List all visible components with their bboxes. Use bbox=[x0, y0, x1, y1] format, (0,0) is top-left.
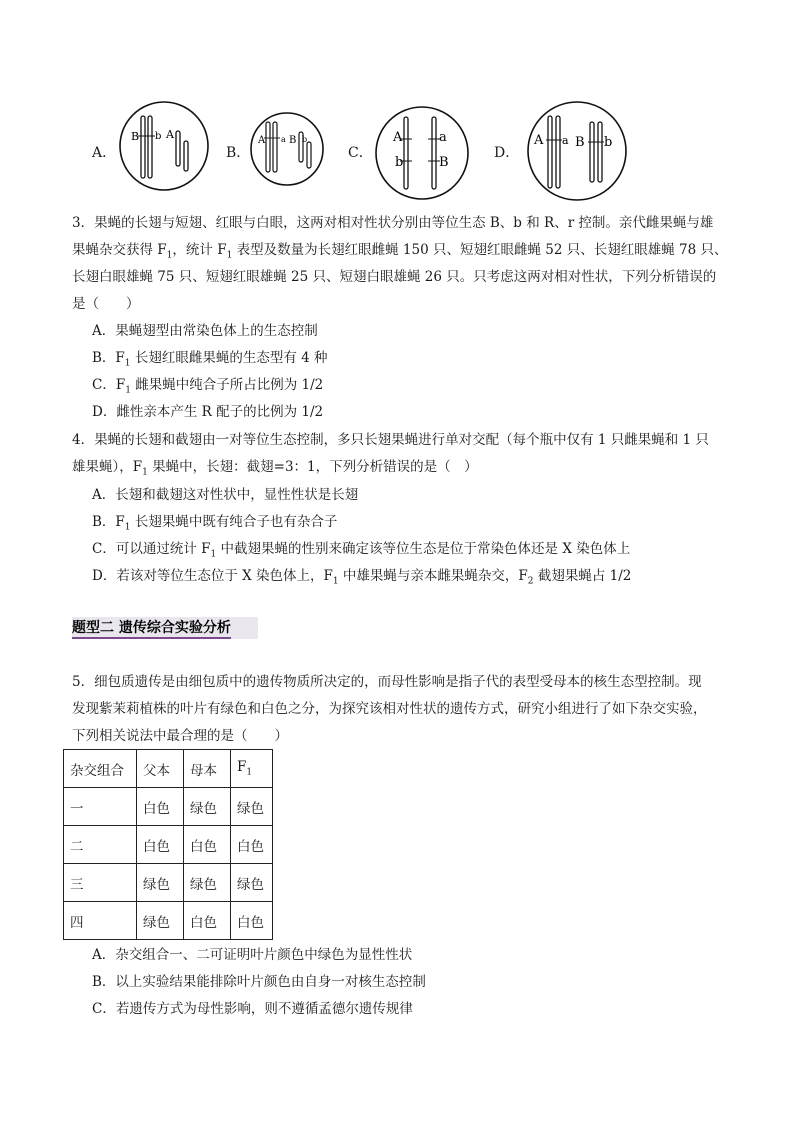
q5-stem-line2: 发现紫茉莉植株的叶片有绿色和白色之分，为探究该相对性状的遗传方式，研究小组进行了如下杂交实验， bbox=[72, 701, 707, 717]
table-cell: 绿色 bbox=[231, 864, 273, 902]
table-cell: 绿色 bbox=[137, 864, 184, 902]
table-cell: 白色 bbox=[231, 902, 273, 940]
cell-diagram-b bbox=[244, 108, 330, 190]
q4-option-a: A．长翅和截翅这对性状中，显性性状是长翅 bbox=[92, 487, 359, 503]
q5-option-c: C．若遗传方式为母性影响，则不遵循孟德尔遗传规律 bbox=[92, 1001, 413, 1017]
cell-diagram-d bbox=[522, 98, 632, 204]
table-cell: 白色 bbox=[184, 902, 231, 940]
gene-letter: b bbox=[604, 135, 613, 150]
q4-option-d: D．若该对等位生态位于 X 染色体上，$F_1$ 中雄果蝇与亲本雌果蝇杂交，$F_2$ 截翅果蝇占 1/2 bbox=[92, 568, 632, 587]
q4-option-b: B．$F_1$ 长翅果蝇中既有纯合子也有杂合子 bbox=[92, 514, 338, 533]
q3-stem-line3: 长翅白眼雄蝇 75 只、短翅红眼雄蝇 25 只、短翅白眼雄蝇 26 只。只考虑这两对相对性状，下列分析错误的 bbox=[72, 269, 717, 285]
table-row bbox=[64, 864, 273, 902]
table-cell: 四 bbox=[64, 902, 137, 940]
q4-stem-line2: 雄果蝇），$F_1$ 果蝇中，长翅：截翅=3：1，下列分析错误的是（ ） bbox=[72, 459, 478, 478]
q3-stem-line4: 是（ ） bbox=[72, 296, 140, 312]
cell-diagram-a bbox=[118, 96, 210, 196]
table-cell: 绿色 bbox=[137, 902, 184, 940]
option-c-label: C． bbox=[348, 145, 373, 161]
table-cell: 白色 bbox=[184, 826, 231, 864]
table-cell: 一 bbox=[64, 788, 137, 826]
table-header-row bbox=[64, 750, 273, 788]
q4-stem-line1: 4．果蝇的长翅和截翅由一对等位生态控制，多只长翅果蝇进行单对交配（每个瓶中仅有 1 只雌果蝇和 1 只 bbox=[72, 432, 709, 448]
q5-option-b: B．以上实验结果能排除叶片颜色由自身一对核生态控制 bbox=[92, 974, 426, 990]
table-row bbox=[64, 902, 273, 940]
gene-letter: A bbox=[534, 133, 544, 148]
gene-letter: B bbox=[575, 135, 585, 150]
table-cell: 白色 bbox=[231, 826, 273, 864]
table-header: $F_1$ bbox=[231, 750, 273, 788]
q5-stem-line3: 下列相关说法中最合理的是（ ） bbox=[72, 728, 288, 744]
table-row bbox=[64, 826, 273, 864]
q3-option-a: A．果蝇翅型由常染色体上的生态控制 bbox=[92, 323, 318, 339]
table-cell: 白色 bbox=[137, 826, 184, 864]
gene-letter: B bbox=[439, 155, 449, 170]
q3-stem-line2: 果蝇杂交获得 $F_1$，统计 $F_1$ 表型及数量为长翅红眼雌蝇 150 只、短翅红眼雌蝇 52 只、长翅红眼雄蝇 78 只、 bbox=[72, 242, 728, 261]
option-d-label: D． bbox=[494, 145, 520, 161]
gene-letter: a bbox=[562, 134, 569, 147]
q3-option-d: D．雌性亲本产生 R 配子的比例为 1/2 bbox=[92, 404, 324, 420]
table-cell: 绿色 bbox=[184, 864, 231, 902]
gene-letter: a bbox=[281, 135, 286, 144]
table-header: 杂交组合 bbox=[64, 750, 137, 788]
table-cell: 白色 bbox=[137, 788, 184, 826]
gene-letter: B bbox=[131, 130, 140, 143]
gene-letter: A bbox=[258, 135, 266, 146]
section-heading: 题型二 遗传综合实验分析 bbox=[72, 617, 258, 639]
q4-option-c: C．可以通过统计 $F_1$ 中截翅果蝇的性别来确定该等位生态是位于常染色体还是 X 染色体上 bbox=[92, 541, 631, 560]
table-header: 母本 bbox=[184, 750, 231, 788]
table-cell: 三 bbox=[64, 864, 137, 902]
q3-stem-line1: 3．果蝇的长翅与短翅、红眼与白眼，这两对相对性状分别由等位生态 B、b 和 R、r 控制。亲代雌果蝇与雄 bbox=[72, 215, 714, 231]
table-cell: 二 bbox=[64, 826, 137, 864]
gene-letter: b bbox=[155, 131, 162, 142]
gene-letter: a bbox=[439, 130, 447, 145]
option-b-label: B． bbox=[226, 145, 251, 161]
gene-letter: b bbox=[302, 135, 308, 144]
table-cell: 绿色 bbox=[231, 788, 273, 826]
option-a-label: A． bbox=[92, 145, 117, 161]
gene-letter: A bbox=[166, 128, 174, 141]
cell-diagram-c bbox=[370, 103, 474, 203]
q5-option-a: A．杂交组合一、二可证明叶片颜色中绿色为显性性状 bbox=[92, 947, 413, 963]
gene-letter: b bbox=[395, 155, 404, 170]
table-header: 父本 bbox=[137, 750, 184, 788]
table-cell: 绿色 bbox=[184, 788, 231, 826]
q3-option-b: B．$F_1$ 长翅红眼雌果蝇的生态型有 4 种 bbox=[92, 350, 328, 369]
q5-stem-line1: 5．细包质遗传是由细包质中的遗传物质所决定的，而母性影响是指子代的表型受母本的核生态型控制。现 bbox=[72, 674, 702, 690]
gene-letter: B bbox=[289, 135, 297, 146]
q3-option-c: C．$F_1$ 雌果蝇中纯合子所占比例为 1/2 bbox=[92, 377, 324, 396]
gene-letter: A bbox=[393, 130, 403, 145]
cross-experiment-table bbox=[63, 749, 273, 940]
table-row bbox=[64, 788, 273, 826]
